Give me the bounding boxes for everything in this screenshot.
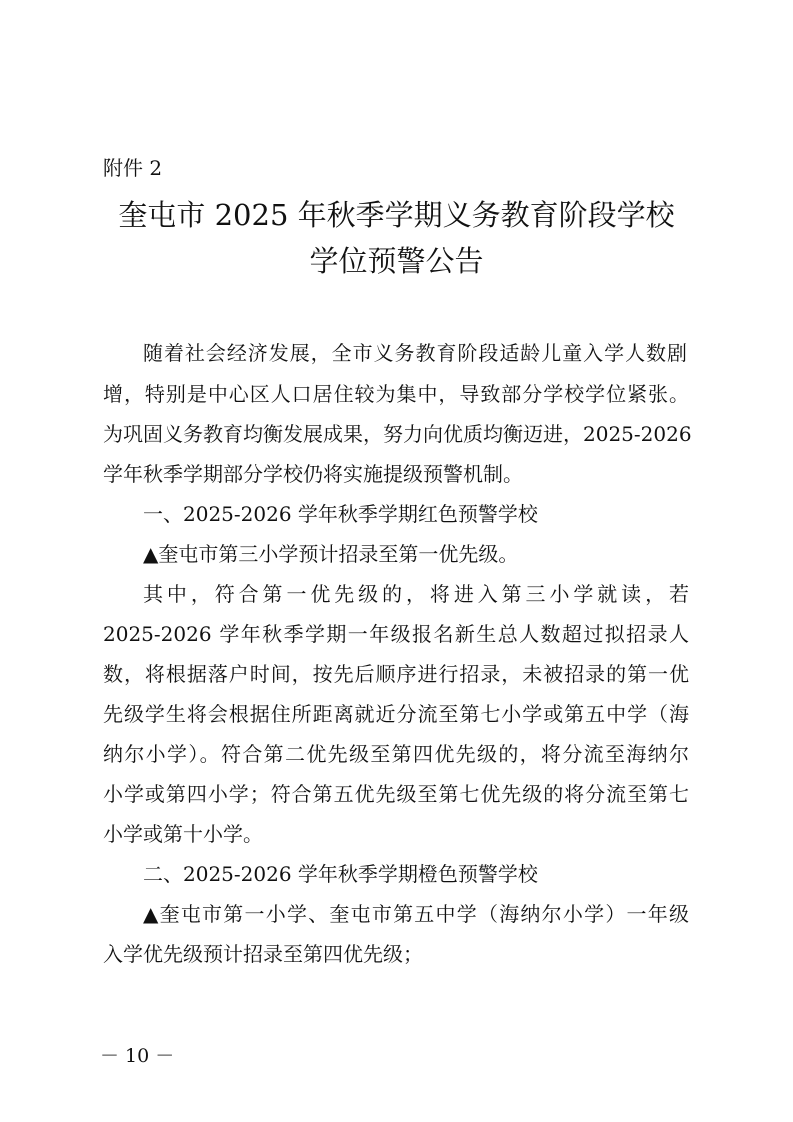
paragraph-intro-line-1: 随着社会经济发展，全市义务教育阶段适龄儿童入学人数剧 bbox=[143, 341, 687, 365]
paragraph-detail-line-5: 纳尔小学）。符合第二优先级至第四优先级的，将分流至海纳尔 bbox=[103, 742, 689, 766]
paragraph-detail-line-1: 其中，符合第一优先级的，将进入第三小学就读，若 bbox=[143, 582, 689, 606]
document-title-line-1: 奎屯市 2025 年秋季学期义务教育阶段学校 bbox=[118, 198, 675, 232]
attachment-label: 附件 2 bbox=[103, 156, 163, 180]
paragraph-intro-line-3: 为巩固义务教育均衡发展成果，努力向优质均衡迈进，2025-2026 bbox=[103, 422, 692, 446]
paragraph-detail-line-4: 先级学生将会根据住所距离就近分流至第七小学或第五中学（海 bbox=[103, 702, 689, 726]
section-heading-orange-warning: 二、2025-2026 学年秋季学期橙色预警学校 bbox=[143, 862, 538, 886]
paragraph-detail-line-6: 小学或第四小学；符合第五优先级至第七优先级的将分流至第七 bbox=[103, 782, 689, 806]
paragraph-intro-line-2: 增，特别是中心区人口居住较为集中，导致部分学校学位紧张。 bbox=[103, 382, 689, 406]
paragraph-detail-line-3: 数，将根据落户时间，按先后顺序进行招录，未被招录的第一优 bbox=[103, 662, 689, 686]
document-title-line-2: 学位预警公告 bbox=[309, 244, 484, 278]
section-heading-red-warning: 一、2025-2026 学年秋季学期红色预警学校 bbox=[143, 502, 538, 526]
red-warning-school-item: ▲奎屯市第三小学预计招录至第一优先级。 bbox=[143, 542, 519, 566]
paragraph-detail-line-7: 小学或第十小学。 bbox=[103, 822, 263, 846]
paragraph-intro-line-4: 学年秋季学期部分学校仍将实施提级预警机制。 bbox=[103, 462, 523, 486]
orange-warning-school-item-line-1: ▲奎屯市第一小学、奎屯市第五中学（海纳尔小学）一年级 bbox=[143, 902, 689, 926]
orange-warning-school-item-line-2: 入学优先级预计招录至第四优先级； bbox=[103, 942, 423, 966]
page-number: － 10 － bbox=[100, 1045, 175, 1067]
paragraph-detail-line-2: 2025-2026 学年秋季学期一年级报名新生总人数超过拟招录人 bbox=[103, 622, 689, 646]
